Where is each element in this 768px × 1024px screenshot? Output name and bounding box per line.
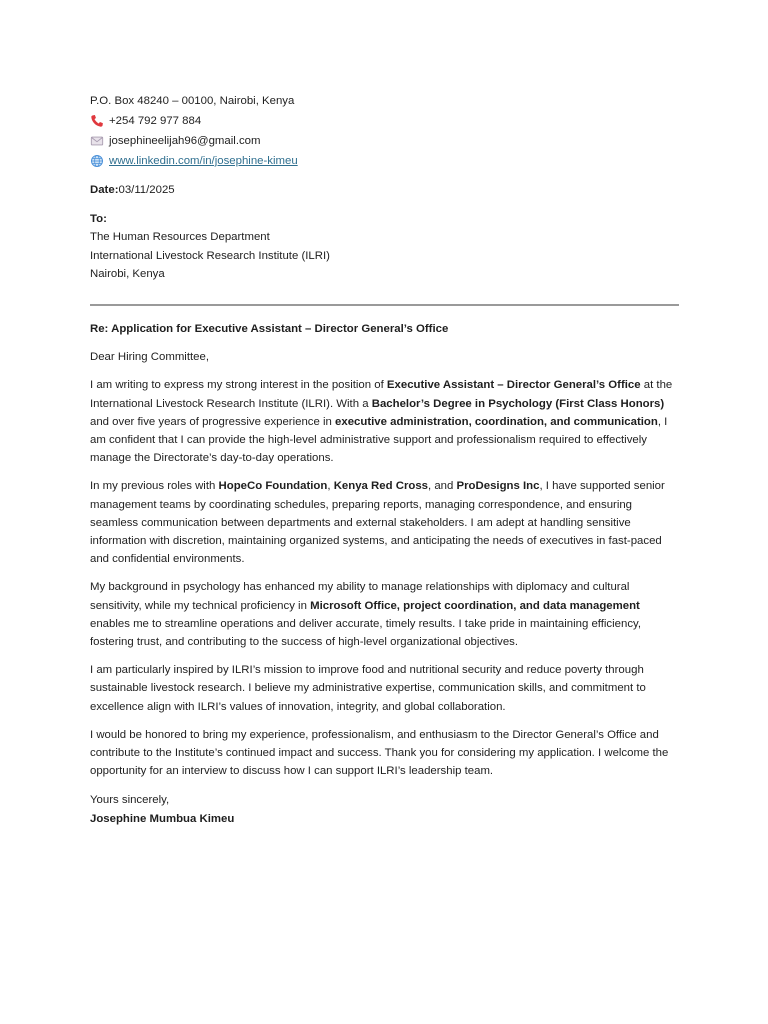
p1-text-3: and over five years of progressive experience in (90, 415, 336, 428)
email-line (90, 131, 680, 151)
p1-expertise: executive administration, coordination, and communication (335, 415, 658, 428)
paragraph-3 (90, 578, 680, 651)
p2-employer-3: ProDesigns Inc (456, 480, 540, 493)
date-value: 03/11/2025 (118, 184, 175, 196)
paragraph-4: I am particularly inspired by ILRI’s mission to improve food and nutritional security and reduce poverty through sustainable livestock research. I believe my administrative expertise, communication skills, and commitment to excellence align with ILRI’s values of innovation, integrity, and global collaboration. (90, 664, 646, 713)
p1-text-4: , I am confident that I can provide the high-level administrative support and professionalism required to effectively manage the Directorate’s day-to-day operations. (90, 415, 668, 465)
p2-text-3: , and (428, 480, 457, 493)
p1-text-2: at the International Livestock Research Institute (ILRI). With a (90, 379, 673, 410)
date-label: Date: (90, 184, 119, 196)
globe-icon (90, 154, 104, 168)
phone-icon (90, 114, 104, 128)
p1-text-1: I am writing to express my strong interest in the position of (90, 379, 387, 392)
p3-text-1: My background in psychology has enhanced my ability to manage relationships with diplomacy and cultural sensitivity, while my technical proficiency in (90, 581, 630, 612)
p2-employer-2: Kenya Red Cross (333, 480, 429, 493)
address-text: P.O. Box 48240 – 00100, Nairobi, Kenya (90, 94, 295, 107)
p2-text-4: , I have supported senior management teams by coordinating schedules, preparing reports, managing correspondence, and ensuring seamless communication between departments and external stakeholders. I am adept at handling sensitive information with discretion, maintaining organized systems, and anticipating the needs of executives in fast-paced and confidential environments. (90, 480, 665, 566)
greeting: Dear Hiring Committee, (90, 351, 210, 364)
envelope-icon (90, 134, 104, 148)
p1-position-title: Executive Assistant – Director General’s Office (386, 379, 641, 392)
paragraph-2 (90, 477, 680, 568)
paragraph-5: I would be honored to bring my experience, professionalism, and enthusiasm to the Director General’s Office and contribute to the Institute’s continued impact and success. Thank you for considering my application. I welcome the opportunity for an interview to discuss how I can support ILRI’s leadership team. (90, 728, 669, 778)
p2-employer-1: HopeCo Foundation (218, 480, 328, 493)
p1-degree: Bachelor’s Degree in Psychology (First Class Honors) (371, 397, 665, 410)
letter-content (90, 91, 680, 828)
p2-text-1: In my previous roles with (90, 480, 219, 493)
p3-skills: Microsoft Office, project coordination, and data management (310, 599, 640, 612)
recipient-block (90, 210, 680, 283)
recipient-department: The Human Resources Department (90, 231, 270, 244)
recipient-organization: International Livestock Research Institute (ILRI) (90, 249, 330, 262)
paragraph-1 (90, 376, 680, 467)
signature-name: Josephine Mumbua Kimeu (90, 812, 235, 825)
recipient-location: Nairobi, Kenya (90, 267, 165, 280)
address-line (90, 91, 680, 111)
phone-text: +254 792 977 884 (109, 114, 202, 127)
linkedin-line (90, 151, 680, 171)
subject-line: Re: Application for Executive Assistant – Director General’s Office (90, 323, 449, 336)
linkedin-link[interactable]: www.linkedin.com/in/josephine-kimeu (109, 154, 298, 167)
p2-text-2: , (327, 480, 334, 493)
email-text: josephineelijah96@gmail.com (109, 134, 261, 147)
recipient-label: To: (90, 213, 107, 226)
closing-block (90, 791, 680, 827)
divider (90, 304, 679, 306)
date-line (90, 181, 680, 199)
phone-line (90, 111, 680, 131)
valediction: Yours sincerely, (90, 794, 170, 807)
p3-text-2: enables me to streamline operations and deliver accurate, timely results. I take pride in maintaining efficiency, fostering trust, and contributing to the success of high-level organizational objectives. (90, 617, 642, 649)
